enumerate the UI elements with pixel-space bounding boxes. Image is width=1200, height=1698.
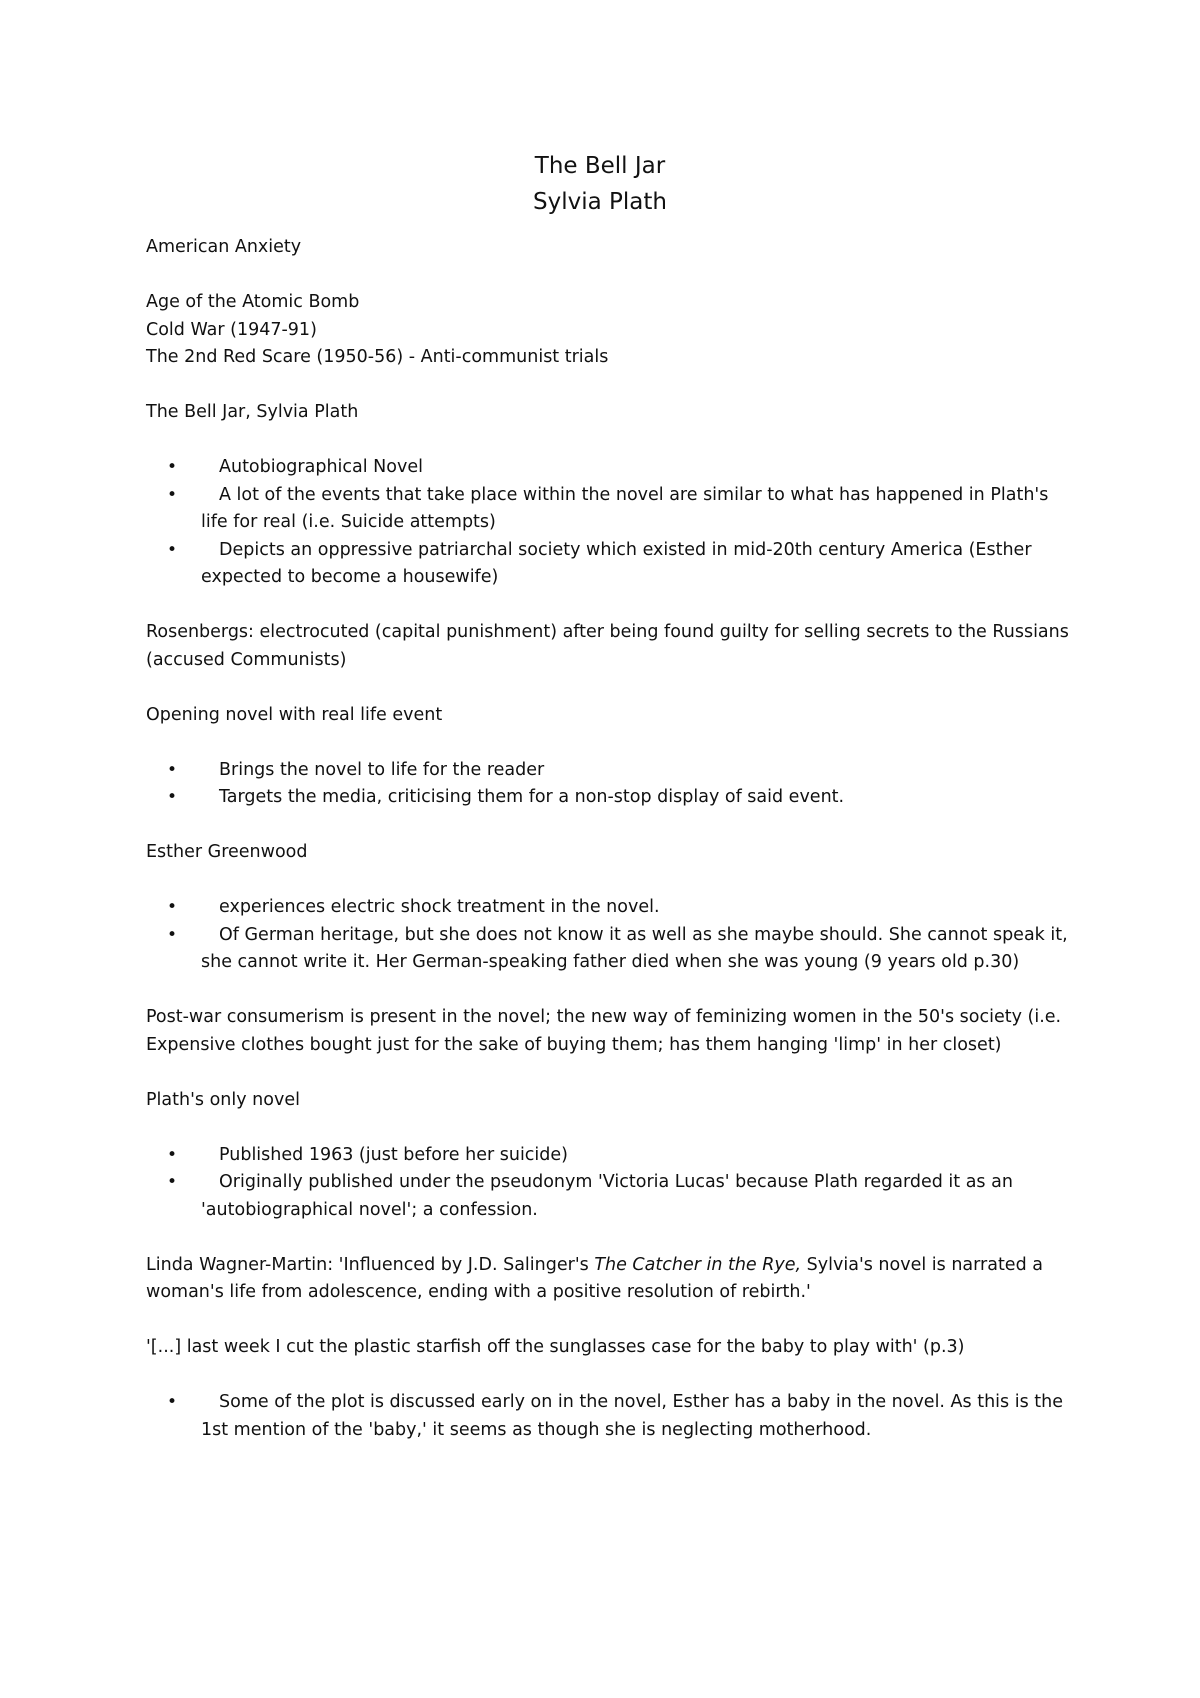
bullet-icon: • xyxy=(167,457,178,477)
book-title-catcher-in-the-rye: The Catcher in the Rye, xyxy=(594,1254,802,1275)
document-body xyxy=(146,148,1076,1472)
paragraph-consumerism: Post-war consumerism is present in the novel; the new way of feminizing women in the 50's society (i.e. Expensive clothes bought just for the sake of buying them; has them hanging 'limp' in her closet) xyxy=(146,1007,1062,1055)
list-item: • A lot of the events that take place within the novel are similar to what has happened in Plath's life for real (i.e. Suicide attempts) xyxy=(146,482,1076,537)
bullet-list-book xyxy=(146,454,1076,592)
title-block xyxy=(0,148,1200,220)
paragraph-quote: '[...] last week I cut the plastic starfish off the sunglasses case for the baby to play with' (p.3) xyxy=(146,1337,965,1357)
list-item: • Depicts an oppressive patriarchal society which existed in mid-20th century America (Esther expected to become a housewife) xyxy=(146,537,1076,592)
heading-american-anxiety: American Anxiety xyxy=(146,237,302,257)
list-item: • Autobiographical Novel xyxy=(146,454,1076,482)
heading-opening-novel: Opening novel with real life event xyxy=(146,704,443,725)
context-lines xyxy=(146,289,1076,372)
paragraph-wagner-martin: Linda Wagner-Martin: 'Influenced by J.D. Salinger's The Catcher in the Rye, Sylvia's novel is narrated a woman's life from adolescence, ending with a positive resolution of rebirth.' xyxy=(146,1254,1043,1302)
bullet-list-quote xyxy=(146,1389,1076,1444)
list-item: • Published 1963 (just before her suicide) xyxy=(146,1142,1076,1170)
bullet-icon: • xyxy=(167,484,178,505)
list-item: • Brings the novel to life for the reader xyxy=(146,757,1076,785)
context-line-cold-war: Cold War (1947-91) xyxy=(146,319,317,340)
bullet-icon: • xyxy=(167,1172,178,1192)
bullet-icon: • xyxy=(167,787,178,807)
bullet-list-esther xyxy=(146,894,1076,977)
heading-book: The Bell Jar, Sylvia Plath xyxy=(146,402,359,422)
heading-only-novel: Plath's only novel xyxy=(146,1089,300,1110)
bullet-icon: • xyxy=(167,897,178,917)
bullet-list-opening xyxy=(146,757,1076,812)
context-line-red-scare: The 2nd Red Scare (1950-56) - Anti-communist trials xyxy=(146,347,609,367)
bullet-icon: • xyxy=(167,924,178,945)
bullet-icon: • xyxy=(167,539,178,560)
list-item: • Some of the plot is discussed early on in the novel, Esther has a baby in the novel. As this is the 1st mention of the 'baby,' it seems as though she is neglecting motherhood. xyxy=(146,1389,1076,1444)
heading-esther-greenwood: Esther Greenwood xyxy=(146,842,308,862)
context-line-atomic-bomb: Age of the Atomic Bomb xyxy=(146,292,360,312)
list-item: • Originally published under the pseudonym 'Victoria Lucas' because Plath regarded it as an 'autobiographical novel'; a confession. xyxy=(146,1169,1076,1224)
bullet-icon: • xyxy=(167,1144,178,1165)
bullet-icon: • xyxy=(167,759,178,780)
document-title: The Bell Jar xyxy=(534,153,666,179)
list-item: • Targets the media, criticising them for a non-stop display of said event. xyxy=(146,784,1076,812)
list-item: • Of German heritage, but she does not know it as well as she maybe should. She cannot speak it, she cannot write it. Her German-speaking father died when she was young (9 years old p.30) xyxy=(146,922,1076,977)
paragraph-rosenbergs: Rosenbergs: electrocuted (capital punishment) after being found guilty for selling secrets to the Russians (accused Communists) xyxy=(146,622,1069,670)
bullet-icon: • xyxy=(167,1392,178,1412)
list-item: • experiences electric shock treatment in the novel. xyxy=(146,894,1076,922)
document-author: Sylvia Plath xyxy=(533,189,667,215)
bullet-list-only-novel xyxy=(146,1142,1076,1225)
